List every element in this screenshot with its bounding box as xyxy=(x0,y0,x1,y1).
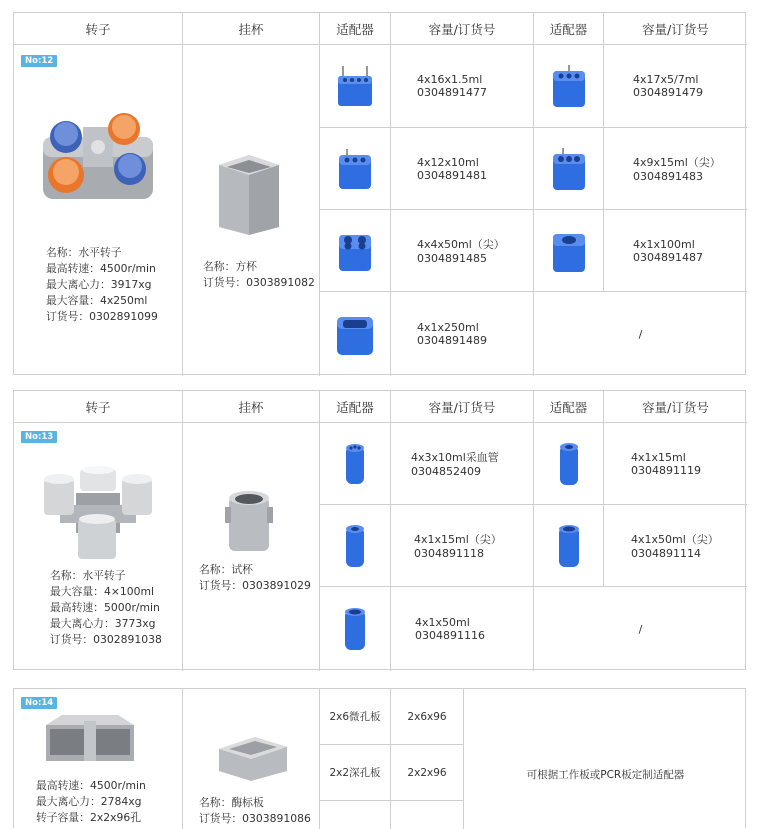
adapter-17x5ml-image xyxy=(549,63,589,109)
header-rotor: 转子 xyxy=(14,13,183,45)
adapter-image-cell xyxy=(534,45,604,128)
plate-spec-cell: 2x6x96 xyxy=(391,689,464,745)
bucket-info xyxy=(199,795,311,827)
capacity-value: 4x1x250ml xyxy=(417,321,479,334)
header-bucket: 挂杯 xyxy=(183,391,320,423)
plate-type-cell: 2x2深孔板 xyxy=(320,745,391,801)
capacity-cell xyxy=(604,128,747,210)
adapter-image-cell xyxy=(320,128,391,210)
rotor-max-rcf: 最大离心力：2784xg xyxy=(36,795,142,808)
rotor-max-rcf: 最大离心力：3917xg xyxy=(46,278,152,291)
rotor-cell xyxy=(14,45,183,376)
header-bucket: 挂杯 xyxy=(183,13,320,45)
bucket-cell xyxy=(183,423,320,671)
adapter-12x10ml-image xyxy=(335,147,375,191)
adapter-image-cell xyxy=(320,505,391,587)
capacity-value: 4x3x10ml采血管 xyxy=(411,451,499,464)
capacity-value: 4x9x15ml（尖） xyxy=(633,156,721,169)
capacity-cell xyxy=(604,423,747,505)
adapter-1x100ml-image xyxy=(549,228,589,274)
bucket-order-no: 订货号：0303891086 xyxy=(199,812,311,825)
adapter-image-cell xyxy=(534,210,604,292)
adapter-image-cell xyxy=(320,587,391,671)
rotor-info xyxy=(50,568,162,648)
rotor-table-no14 xyxy=(13,688,746,828)
rotor-max-rcf: 最大离心力：3773xg xyxy=(50,617,156,630)
order-number: 0304891116 xyxy=(415,629,485,642)
rotor-name: 名称：水平转子 xyxy=(46,246,122,259)
empty-cell: / xyxy=(638,622,643,636)
model-badge: No:14 xyxy=(21,697,57,709)
order-number: 0304891485 xyxy=(417,252,487,265)
rotor-order-no: 订货号：0302891099 xyxy=(46,310,158,323)
header-capacity-2: 容量/订货号 xyxy=(604,391,747,423)
bucket-name: 名称：酶标板 xyxy=(199,796,264,809)
capacity-value: 4x4x50ml（尖） xyxy=(417,238,505,251)
capacity-cell xyxy=(391,292,534,376)
rotor-info xyxy=(46,245,158,325)
swing-rotor-image xyxy=(38,107,158,217)
rotor-info xyxy=(36,778,146,826)
adapter-1x15ml-image xyxy=(557,441,581,487)
empty-cell: / xyxy=(638,327,643,341)
plate-carrier-image xyxy=(215,731,291,783)
custom-note: 可根据工作板或PCR板定制适配器 xyxy=(526,769,685,781)
adapter-1x15ml-conical-image xyxy=(343,523,367,569)
order-number: 0304891114 xyxy=(631,547,701,560)
rotor-table-no12 xyxy=(13,12,746,375)
capacity-cell xyxy=(604,210,747,292)
rotor-capacity: 转子容量：2x2x96孔 xyxy=(36,811,142,824)
capacity-value: 4x17x5/7ml xyxy=(633,73,699,86)
adapter-image-cell xyxy=(534,505,604,587)
bucket-cell xyxy=(183,45,320,376)
rotor-cell xyxy=(14,423,183,671)
header-rotor: 转子 xyxy=(14,391,183,423)
header-capacity-2-label: 容量/订货号 xyxy=(642,21,709,37)
adapter-image-cell xyxy=(320,423,391,505)
capacity-cell xyxy=(391,45,534,128)
swing-rotor-image xyxy=(40,465,156,561)
bucket-name: 名称：方杯 xyxy=(203,260,257,273)
bucket-name: 名称：试杯 xyxy=(199,563,253,576)
capacity-cell xyxy=(391,587,534,671)
order-number: 0304891487 xyxy=(633,250,703,264)
plate-type-cell: 2x6微孔板 xyxy=(320,689,391,745)
rotor-max-speed: 最高转速：5000r/min xyxy=(50,601,160,614)
adapter-image-cell xyxy=(534,128,604,210)
rotor-name: 名称：水平转子 xyxy=(50,569,126,582)
round-bucket-image xyxy=(225,489,273,555)
adapter-1x250ml-image xyxy=(334,311,376,357)
order-number: 0304852409 xyxy=(411,465,481,478)
order-number: 0304891489 xyxy=(417,334,487,347)
rotor-cell xyxy=(14,689,183,829)
model-badge: No:13 xyxy=(21,431,57,443)
plate-rotor-image xyxy=(42,711,138,769)
capacity-cell xyxy=(604,505,747,587)
capacity-value: 4x12x10ml xyxy=(417,155,479,169)
rotor-table-no13 xyxy=(13,390,746,670)
header-adapter-1: 适配器 xyxy=(320,13,391,45)
adapter-image-cell xyxy=(534,423,604,505)
adapter-4x50ml-image xyxy=(335,229,375,273)
capacity-value: 4x1x100ml xyxy=(633,237,695,251)
capacity-cell xyxy=(391,423,534,505)
rotor-max-speed: 最高转速：4500r/min xyxy=(36,779,146,792)
capacity-cell xyxy=(391,210,534,292)
plate-spec-cell xyxy=(391,801,464,829)
adapter-1x50ml-image xyxy=(342,606,368,652)
order-number: 0304891479 xyxy=(633,86,703,99)
plate-spec-cell: 2x2x96 xyxy=(391,745,464,801)
order-number: 0304891481 xyxy=(417,168,487,182)
rotor-max-capacity: 最大容量：4×100ml xyxy=(50,585,155,598)
rotor-max-speed: 最高转速：4500r/min xyxy=(46,262,156,275)
header-capacity-1: 容量/订货号 xyxy=(391,13,534,45)
adapter-1x50ml-conical-image xyxy=(556,523,582,569)
adapter-9x15ml-image xyxy=(549,146,589,192)
order-number: 0304891483 xyxy=(633,170,703,183)
header-capacity-2 xyxy=(604,13,747,45)
bucket-order-no: 订货号：0303891082 xyxy=(203,276,315,289)
bucket-info xyxy=(203,259,315,291)
capacity-cell xyxy=(604,45,747,128)
model-badge: No:12 xyxy=(21,55,57,67)
adapter-image-cell xyxy=(320,45,391,128)
order-number: 0304891118 xyxy=(414,547,484,560)
bucket-cell xyxy=(183,689,320,829)
bucket-info xyxy=(199,562,311,594)
capacity-cell xyxy=(391,505,534,587)
capacity-value: 4x1x50ml（尖） xyxy=(631,533,719,546)
capacity-value: 4x1x15ml xyxy=(631,450,686,464)
adapter-3x10ml-image xyxy=(343,442,367,486)
square-bucket-image xyxy=(213,151,285,237)
bucket-order-no: 订货号：0303891029 xyxy=(199,579,311,592)
order-number: 0304891119 xyxy=(631,463,701,477)
capacity-value: 4x1x50ml xyxy=(415,616,470,629)
adapter-image-cell xyxy=(320,210,391,292)
rotor-order-no: 订货号：0302891038 xyxy=(50,633,162,646)
capacity-value: 4x16x1.5ml xyxy=(417,73,483,86)
plate-type-cell xyxy=(320,801,391,829)
custom-note-cell xyxy=(464,689,747,829)
header-adapter-2: 适配器 xyxy=(534,391,604,423)
capacity-cell xyxy=(391,128,534,210)
rotor-max-capacity: 最大容量：4x250ml xyxy=(46,294,148,307)
header-adapter-1: 适配器 xyxy=(320,391,391,423)
order-number: 0304891477 xyxy=(417,86,487,99)
adapter-image-cell xyxy=(320,292,391,376)
header-capacity-1: 容量/订货号 xyxy=(391,391,534,423)
capacity-value: 4x1x15ml（尖） xyxy=(414,533,502,546)
adapter-16x1.5ml-image xyxy=(335,64,375,108)
header-adapter-2: 适配器 xyxy=(534,13,604,45)
